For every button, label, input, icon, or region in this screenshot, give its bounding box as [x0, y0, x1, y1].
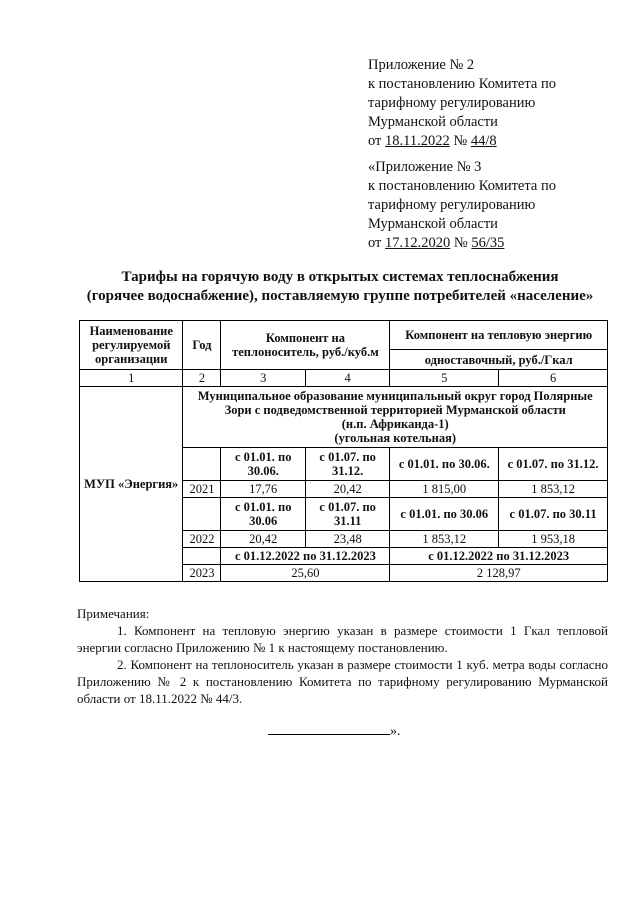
title-line-1: Тарифы на горячую воду в открытых системах теплоснабжения: [121, 269, 559, 285]
signature-underline: [268, 724, 390, 735]
date-prefix: от: [368, 235, 386, 251]
header-energy-sub: одноставочный, руб./Гкал: [390, 350, 608, 370]
col-number: 2: [183, 370, 221, 387]
appendix-line: тарифному регулированию: [368, 95, 536, 111]
empty-cell: [183, 498, 221, 531]
appendix-quoted: [368, 158, 556, 253]
appendix-number: 56/35: [471, 235, 505, 251]
document-title: [60, 268, 620, 306]
value-cell: 2 128,97: [390, 565, 608, 582]
number-prefix: №: [449, 133, 471, 149]
appendix-date: 17.12.2020: [385, 235, 451, 251]
notes-section: [77, 605, 608, 707]
value-cell: 1 815,00: [390, 481, 499, 498]
col-number: 5: [390, 370, 499, 387]
appendix-line: Мурманской области: [368, 216, 498, 232]
closing-line: [268, 724, 401, 740]
period-cell: с 01.12.2022 по 31.12.2023: [390, 548, 608, 565]
appendix-number: 44/8: [470, 133, 497, 149]
note-item: 2. Компонент на теплоноситель указан в размере стоимости 1 куб. метра воды согласно Приложению № 2 к постановлению Комитета по тарифному регулированию Мурманской области от 18.11.2022 № 44/3.: [77, 657, 608, 706]
territory-line: Муниципальное образование муниципальный округ город Полярные: [197, 389, 593, 403]
empty-cell: [183, 448, 221, 481]
value-cell: 1 853,12: [390, 531, 499, 548]
period-cell: с 01.07. по 30.11: [499, 498, 608, 531]
header-carrier: Компонент на теплоноситель, руб./куб.м: [221, 321, 390, 370]
tariff-table: [79, 320, 608, 582]
period-cell: с 01.01. по 30.06: [221, 498, 305, 531]
territory-line: Зори с подведомственной территорией Мурманской области: [224, 403, 566, 417]
value-cell: 17,76: [221, 481, 305, 498]
note-item: 1. Компонент на тепловую энергию указан в размере стоимости 1 Гкал тепловой энергии согласно Приложению № 1 к настоящему постановлению.: [77, 623, 608, 655]
title-line-2: (горячее водоснабжение), поставляемую группе потребителей «население»: [86, 288, 594, 304]
period-cell: с 01.12.2022 по 31.12.2023: [221, 548, 390, 565]
appendix-line: тарифному регулированию: [368, 197, 536, 213]
table-header-row: [80, 321, 608, 350]
col-number: 4: [305, 370, 389, 387]
year-cell: 2022: [183, 531, 221, 548]
appendix-header: [368, 56, 556, 151]
appendix-line: Мурманской области: [368, 114, 498, 130]
col-number: 6: [499, 370, 608, 387]
value-cell: 23,48: [305, 531, 389, 548]
org-name: МУП «Энергия»: [80, 387, 183, 582]
closing-mark: ».: [390, 724, 401, 739]
territory-row: [80, 387, 608, 448]
year-cell: 2023: [183, 565, 221, 582]
appendix-line: к постановлению Комитета по: [368, 76, 556, 92]
territory-cell: [183, 387, 608, 448]
value-cell: 25,60: [221, 565, 390, 582]
period-cell: с 01.01. по 30.06.: [221, 448, 305, 481]
appendix-line: «Приложение № 3: [368, 159, 482, 175]
col-number: 3: [221, 370, 305, 387]
appendix-line: Приложение № 2: [368, 57, 475, 73]
value-cell: 1 953,18: [499, 531, 608, 548]
column-numbers-row: [80, 370, 608, 387]
date-prefix: от: [368, 133, 386, 149]
period-cell: с 01.07. по 31.11: [305, 498, 389, 531]
territory-line: (н.п. Африканда-1): [341, 417, 449, 431]
territory-line: (угольная котельная): [334, 431, 457, 445]
appendix-date-line: [368, 234, 556, 253]
number-prefix: №: [450, 235, 472, 251]
period-cell: с 01.01. по 30.06.: [390, 448, 499, 481]
header-year: Год: [183, 321, 221, 370]
period-cell: с 01.07. по 31.12.: [305, 448, 389, 481]
header-energy: Компонент на тепловую энергию: [390, 321, 608, 350]
empty-cell: [183, 548, 221, 565]
appendix-date: 18.11.2022: [385, 133, 450, 149]
col-number: 1: [80, 370, 183, 387]
year-cell: 2021: [183, 481, 221, 498]
value-cell: 20,42: [221, 531, 305, 548]
value-cell: 20,42: [305, 481, 389, 498]
value-cell: 1 853,12: [499, 481, 608, 498]
period-cell: с 01.07. по 31.12.: [499, 448, 608, 481]
header-org: Наименование регулируемой организации: [80, 321, 183, 370]
appendix-line: к постановлению Комитета по: [368, 178, 556, 194]
period-cell: с 01.01. по 30.06: [390, 498, 499, 531]
notes-heading: Примечания:: [77, 606, 150, 621]
appendix-date-line: [368, 132, 556, 151]
